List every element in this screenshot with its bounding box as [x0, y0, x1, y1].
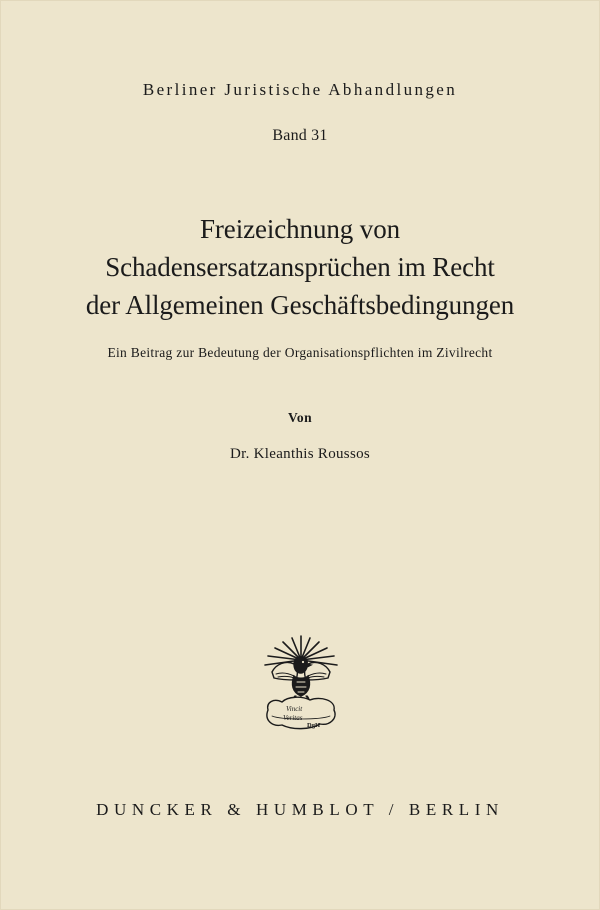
title-line: der Allgemeinen Geschäftsbedingungen [85, 290, 515, 320]
publisher-imprint: DUNCKER & HUMBLOT / BERLIN [96, 800, 504, 819]
emblem-motto-word-1: Vincit [286, 705, 303, 713]
emblem-initials: DgH [307, 722, 320, 729]
publisher-eagle-emblem-icon [258, 630, 344, 734]
by-label: Von [288, 410, 312, 425]
book-subtitle: Ein Beitrag zur Bedeutung der Organisationspflichten im Zivilrecht [107, 345, 493, 360]
emblem-motto-word-2: Veritas [283, 714, 303, 722]
volume-number: Band 31 [272, 127, 328, 144]
title-line: Freizeichnung von [200, 214, 400, 244]
title-line: Schadensersatzansprüchen im Recht [105, 252, 495, 282]
author-name: Dr. Kleanthis Roussos [229, 446, 371, 462]
book-title [0, 210, 600, 324]
series-title: Berliner Juristische Abhandlungen [142, 80, 458, 99]
